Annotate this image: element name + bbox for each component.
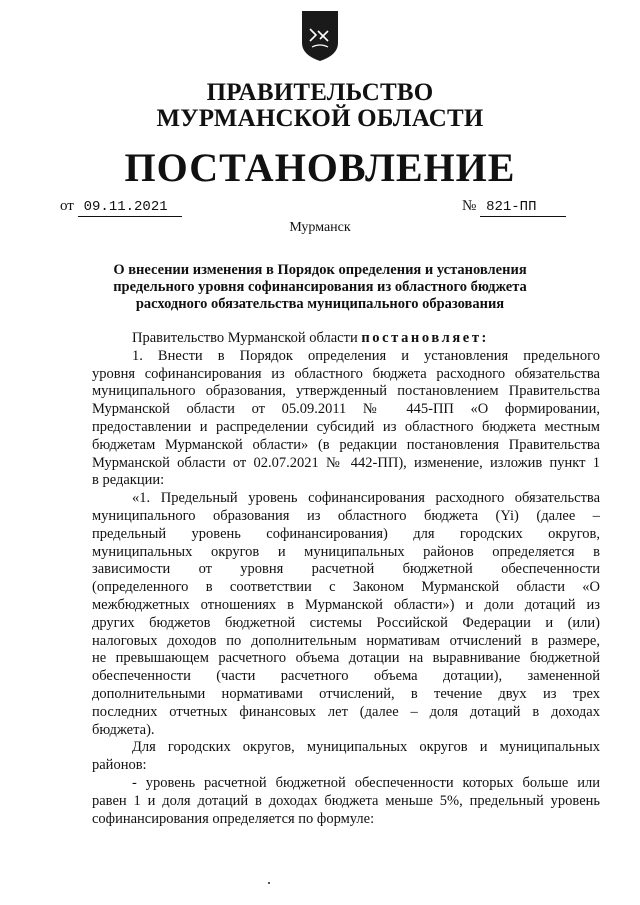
paragraph-line: последних отчетных финансовых лет (далее – доля дотаций в доходах (92, 703, 600, 720)
paragraph-line: софинансирования определяется по формуле: (92, 810, 375, 827)
paragraph-line: уровня софинансирования из областного бюджета расходного обязательства (92, 365, 600, 382)
intro-text: Правительство Мурманской области (132, 330, 358, 346)
paragraph-line: Для городских округов, муниципальных округов и муниципальных (132, 739, 600, 756)
paragraph-line: - уровень расчетной бюджетной обеспеченности которых больше или (132, 774, 600, 791)
paragraph-line: предельный уровень софинансирования) для городских округов, (92, 525, 600, 542)
paragraph-line: муниципальных округов и муниципальных районов определяется в (92, 543, 600, 560)
paragraph-line: равен 1 и доля дотаций в доходах бюджета меньше 5%, предельный уровень (92, 792, 600, 809)
paragraph-line: обеспеченности (части расчетного объема дотации), замененной (92, 668, 600, 685)
paragraph-line: муниципального образования из областного бюджета (Yi) (далее – (92, 507, 600, 524)
date-prefix: от (60, 198, 74, 214)
paragraph-line: «1. Предельный уровень софинансирования расходного обязательства (132, 490, 600, 507)
intro-verb: постановляет: (361, 330, 489, 346)
paragraph-line: 1. Внести в Порядок определения и установления предельного (132, 347, 600, 364)
document-number (462, 197, 566, 217)
government-title-line1: ПРАВИТЕЛЬСТВО (206, 79, 434, 106)
number-prefix: № (462, 198, 477, 214)
paragraph-line: районов: (92, 757, 147, 774)
paragraph-line: Мурманской области от 05.09.2011 № 445-ПП «О формировании, (92, 401, 600, 418)
paragraph-line: налоговых доходов по дополнительным нормативам отчислений в размере, (92, 632, 600, 649)
paragraph-line: дополнительными нормативами отчислений, в течение двух из трех (92, 685, 600, 702)
document-date (60, 197, 182, 217)
coat-of-arms-icon (298, 9, 342, 63)
paragraph-line: не превышающем расчетного объема дотации на выравнивание бюджетной (92, 650, 600, 667)
paragraph-line: межбюджетных отношениях в Мурманской области») и доли дотаций из (92, 596, 600, 613)
paragraph-line: в редакции: (92, 472, 165, 489)
paragraph-line: бюджета). (92, 721, 155, 738)
date-value: 09.11.2021 (78, 198, 182, 217)
document-title (100, 262, 540, 313)
document-type: ПОСТАНОВЛЕНИЕ (124, 145, 516, 190)
paragraph-line: муниципального образования, утвержденный постановлением Правительства (92, 383, 600, 400)
intro-line (92, 330, 600, 348)
paragraph-line: других бюджетов бюджетной системы Российской Федерации и (или) (92, 614, 600, 631)
title-line: О внесении изменения в Порядок определения и установления (113, 262, 527, 278)
paragraph-line: зависимости от уровня расчетной бюджетной обеспеченности (92, 561, 600, 578)
paragraph-line: Мурманской области от 02.07.2021 № 442-ПП), изменение, изложив пункт 1 (92, 454, 600, 471)
document-city: Мурманск (289, 220, 351, 235)
title-line: расходного обязательства муниципального образования (135, 296, 505, 312)
title-line: предельного уровня софинансирования из областного бюджета (113, 279, 527, 295)
paragraph-line: (определенного в соответствии с Законом Мурманской области «О (92, 579, 600, 596)
scan-speck (268, 882, 270, 884)
paragraph-line: бюджетам Мурманской области» (в редакции постановления Правительства (92, 436, 600, 453)
document-body (92, 330, 600, 828)
number-value: 821-ПП (480, 198, 566, 217)
paragraph-line: предоставлении и распределении субсидий из областного бюджета местным (92, 418, 600, 435)
government-title-line2: МУРМАНСКОЙ ОБЛАСТИ (156, 105, 484, 132)
